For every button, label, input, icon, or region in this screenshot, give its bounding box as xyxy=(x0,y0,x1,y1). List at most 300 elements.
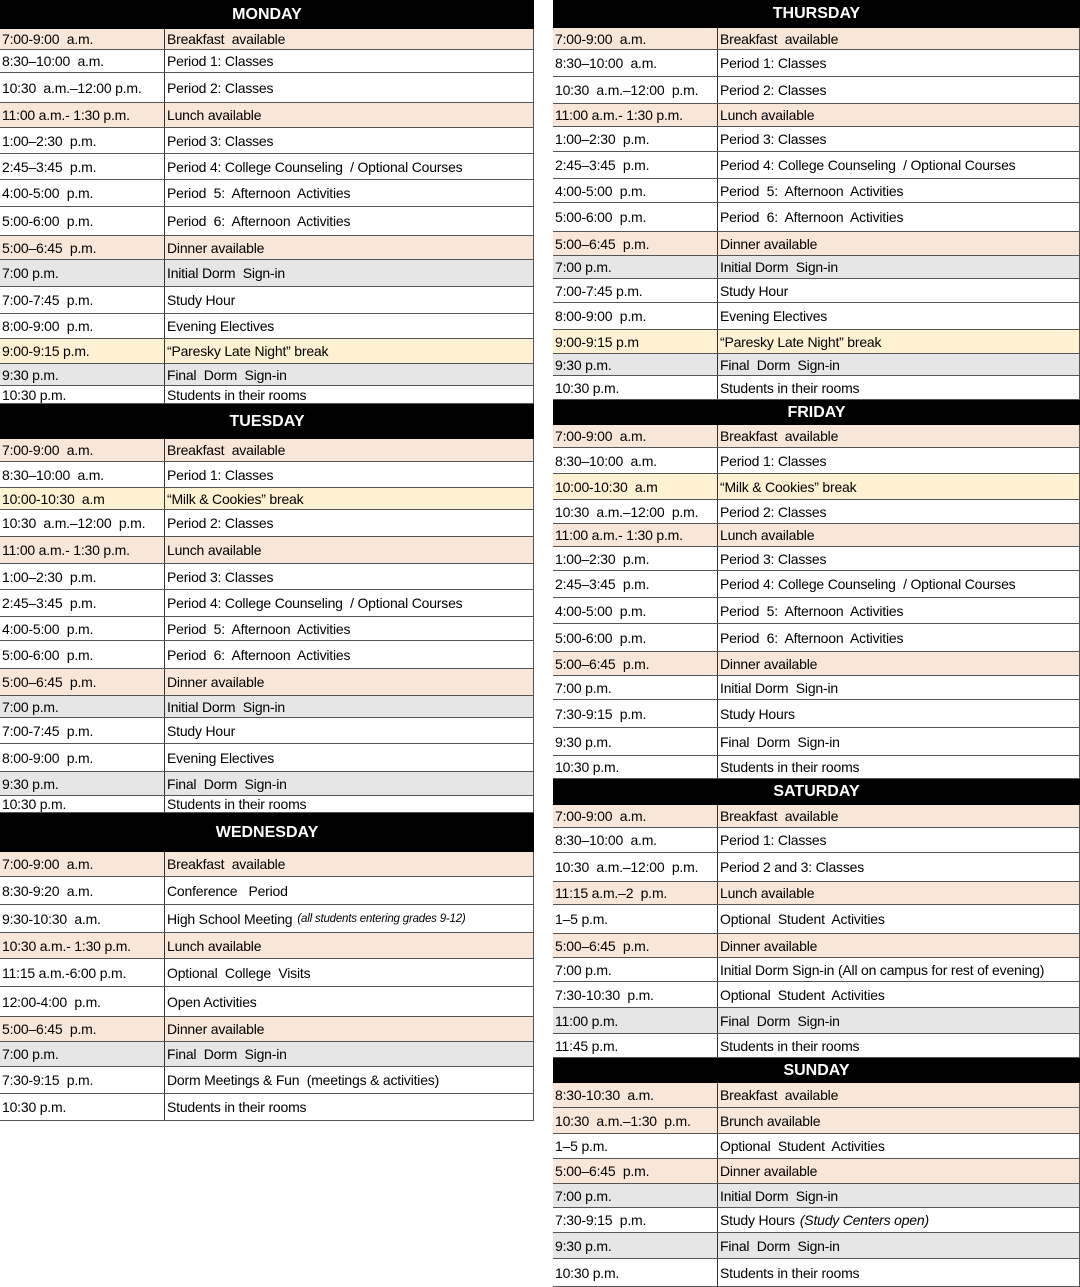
time-cell: 9:30-10:30 a.m. xyxy=(0,905,165,932)
activity-text: “Milk & Cookies” break xyxy=(720,478,857,495)
activity-cell xyxy=(718,303,1080,329)
schedule-row xyxy=(553,279,1080,303)
activity-text: Period 2 and 3: Classes xyxy=(720,859,865,875)
activity-cell xyxy=(165,696,534,717)
activity-cell xyxy=(165,180,534,206)
activity-cell xyxy=(718,376,1080,399)
activity-cell xyxy=(165,488,534,509)
activity-cell xyxy=(718,905,1080,933)
time-cell: 10:30 p.m. xyxy=(0,1094,165,1120)
time-cell: 7:00 p.m. xyxy=(553,958,718,981)
time-cell: 10:30 p.m. xyxy=(0,386,165,403)
activity-cell xyxy=(165,236,534,259)
activity-text: Initial Dorm Sign-in xyxy=(167,265,285,281)
activity-text: Period 4: College Counseling / Optional Courses xyxy=(167,158,463,175)
schedule-row xyxy=(0,905,534,933)
activity-cell xyxy=(165,669,534,695)
time-cell: 10:30 p.m. xyxy=(0,796,165,812)
time-cell: 7:30-9:15 p.m. xyxy=(553,700,718,727)
day-header-wednesday: WEDNESDAY xyxy=(0,813,534,852)
activity-text: “Milk & Cookies” break xyxy=(167,490,304,507)
time-cell: 7:00 p.m. xyxy=(0,1042,165,1066)
schedule-row xyxy=(0,364,534,386)
activity-cell xyxy=(165,852,534,876)
activity-text: Students in their rooms xyxy=(167,796,307,812)
activity-cell xyxy=(718,1159,1080,1183)
time-cell: 10:30 a.m.- 1:30 p.m. xyxy=(0,933,165,958)
activity-cell xyxy=(718,256,1080,278)
activity-text: Initial Dorm Sign-in xyxy=(720,1187,838,1204)
time-cell: 8:00-9:00 p.m. xyxy=(553,303,718,329)
activity-text: Breakfast available xyxy=(720,428,839,444)
activity-cell xyxy=(718,474,1080,499)
schedule-row xyxy=(553,828,1080,853)
time-cell: 8:00-9:00 p.m. xyxy=(0,314,165,338)
activity-text: Brunch available xyxy=(720,1112,821,1129)
activity-text: Period 3: Classes xyxy=(720,550,827,567)
schedule-row xyxy=(553,652,1080,676)
activity-cell xyxy=(718,828,1080,852)
activity-cell xyxy=(718,853,1080,881)
time-cell: 1:00–2:30 p.m. xyxy=(0,128,165,153)
schedule-row xyxy=(553,330,1080,354)
time-cell: 7:00 p.m. xyxy=(0,696,165,717)
time-cell: 9:00-9:15 p.m xyxy=(553,330,718,353)
time-cell: 11:00 a.m.- 1:30 p.m. xyxy=(553,104,718,126)
time-cell: 10:30 a.m.–12:00 p.m. xyxy=(0,510,165,536)
time-cell: 10:30 a.m.–1:30 p.m. xyxy=(553,1108,718,1133)
schedule-row xyxy=(553,500,1080,524)
schedule-row xyxy=(553,77,1080,104)
time-cell: 10:00-10:30 a.m xyxy=(0,488,165,509)
activity-cell xyxy=(718,1208,1080,1232)
activity-text: Evening Electives xyxy=(720,308,828,324)
activity-text: Breakfast available xyxy=(167,442,286,458)
schedule-row xyxy=(553,1034,1080,1058)
time-cell: 10:30 a.m.–12:00 p.m. xyxy=(0,73,165,102)
time-cell: 1–5 p.m. xyxy=(553,1134,718,1158)
schedule-row xyxy=(553,1184,1080,1208)
schedule-row xyxy=(0,207,534,236)
activity-text: Final Dorm Sign-in xyxy=(167,775,287,792)
time-cell: 7:00-9:00 a.m. xyxy=(553,805,718,827)
activity-text: Period 6: Afternoon Activities xyxy=(720,209,904,225)
activity-cell xyxy=(165,510,534,536)
time-cell: 11:15 a.m.–2 p.m. xyxy=(553,882,718,904)
activity-text: “Paresky Late Night” break xyxy=(720,333,882,350)
activity-cell xyxy=(718,805,1080,827)
time-cell: 5:00-6:00 p.m. xyxy=(0,207,165,235)
activity-cell xyxy=(718,700,1080,727)
activity-cell xyxy=(718,127,1080,151)
time-cell: 8:30–10:00 a.m. xyxy=(553,50,718,76)
activity-text: Optional Student Activities xyxy=(720,1138,885,1154)
activity-text: Period 6: Afternoon Activities xyxy=(167,213,351,229)
activity-text: Study Hours xyxy=(720,705,795,722)
time-cell: 5:00–6:45 p.m. xyxy=(553,1159,718,1183)
activity-cell xyxy=(165,154,534,179)
time-cell: 1:00–2:30 p.m. xyxy=(0,564,165,589)
activity-text: Students in their rooms xyxy=(167,1099,307,1115)
schedule-row xyxy=(553,179,1080,203)
activity-cell xyxy=(718,330,1080,353)
time-cell: 10:30 a.m.–12:00 p.m. xyxy=(553,500,718,523)
activity-cell xyxy=(718,958,1080,981)
activity-cell xyxy=(165,1017,534,1041)
activity-cell xyxy=(718,982,1080,1007)
activity-cell xyxy=(165,744,534,771)
schedule-row xyxy=(553,934,1080,958)
activity-text: Conference Period xyxy=(167,882,288,899)
activity-cell xyxy=(165,641,534,668)
activity-cell xyxy=(165,29,534,49)
activity-cell xyxy=(165,933,534,958)
day-header-saturday: SATURDAY xyxy=(553,779,1080,805)
schedule-row xyxy=(553,474,1080,500)
activity-cell xyxy=(718,1233,1080,1258)
schedule-row xyxy=(0,488,534,510)
schedule-row xyxy=(0,1094,534,1121)
activity-cell xyxy=(718,448,1080,473)
activity-cell xyxy=(165,987,534,1016)
schedule-row xyxy=(553,1208,1080,1233)
activity-text: Breakfast available xyxy=(167,31,286,47)
activity-text: Period 6: Afternoon Activities xyxy=(167,646,351,663)
activity-text: Evening Electives xyxy=(167,318,275,334)
activity-cell xyxy=(718,571,1080,597)
time-cell: 5:00-6:00 p.m. xyxy=(553,624,718,651)
schedule-row xyxy=(0,537,534,564)
schedule-row xyxy=(0,669,534,696)
schedule-row xyxy=(553,1159,1080,1184)
schedule-row xyxy=(0,772,534,796)
activity-text: Final Dorm Sign-in xyxy=(720,733,840,750)
schedule-row xyxy=(553,425,1080,448)
activity-cell xyxy=(718,354,1080,375)
activity-cell xyxy=(165,1094,534,1120)
schedule-row xyxy=(0,386,534,404)
activity-cell xyxy=(165,207,534,235)
time-cell: 11:00 a.m.- 1:30 p.m. xyxy=(0,103,165,127)
activity-cell xyxy=(718,934,1080,957)
schedule-row xyxy=(0,103,534,128)
schedule-row xyxy=(553,354,1080,376)
time-cell: 7:00-9:00 a.m. xyxy=(0,439,165,461)
time-cell: 5:00–6:45 p.m. xyxy=(553,652,718,675)
activity-text: Lunch available xyxy=(167,107,262,123)
time-cell: 5:00-6:00 p.m. xyxy=(553,203,718,231)
time-cell: 9:30 p.m. xyxy=(0,364,165,385)
activity-cell xyxy=(165,260,534,286)
time-cell: 11:45 p.m. xyxy=(553,1034,718,1057)
schedule-row xyxy=(0,796,534,813)
schedule-row xyxy=(553,1259,1080,1287)
schedule-row xyxy=(0,852,534,877)
schedule-row xyxy=(0,510,534,537)
activity-text: Period 2: Classes xyxy=(167,515,274,531)
activity-text: Study Hour xyxy=(720,282,789,299)
time-cell: 2:45–3:45 p.m. xyxy=(0,590,165,616)
activity-text: Study Hour xyxy=(167,292,236,308)
schedule-row xyxy=(553,127,1080,152)
time-cell: 8:30-10:30 a.m. xyxy=(553,1083,718,1107)
activity-text: Dinner available xyxy=(720,235,818,252)
activity-text: Students in their rooms xyxy=(720,1264,860,1281)
time-cell: 7:00-9:00 a.m. xyxy=(0,852,165,876)
time-cell: 7:00-7:45 p.m. xyxy=(0,287,165,313)
activity-text: Dinner available xyxy=(167,1021,265,1037)
schedule-row xyxy=(553,882,1080,905)
schedule-row xyxy=(553,958,1080,982)
day-header-sunday: SUNDAY xyxy=(553,1058,1080,1083)
activity-text: Students in their rooms xyxy=(720,379,860,396)
activity-cell xyxy=(718,524,1080,546)
schedule-row xyxy=(553,232,1080,256)
schedule-row xyxy=(553,676,1080,700)
activity-cell xyxy=(718,756,1080,778)
activity-cell xyxy=(718,882,1080,904)
schedule-row xyxy=(0,339,534,364)
activity-cell xyxy=(165,287,534,313)
activity-cell xyxy=(165,314,534,338)
activity-cell xyxy=(165,1042,534,1066)
activity-cell xyxy=(718,676,1080,699)
schedule-row xyxy=(553,853,1080,882)
activity-cell xyxy=(165,718,534,743)
time-cell: 4:00-5:00 p.m. xyxy=(0,180,165,206)
activity-cell xyxy=(165,564,534,589)
activity-text: Dorm Meetings & Fun (meetings & activities) xyxy=(167,1072,440,1088)
time-cell: 9:30 p.m. xyxy=(0,772,165,795)
schedule-row xyxy=(553,1233,1080,1259)
time-cell: 4:00-5:00 p.m. xyxy=(553,179,718,202)
schedule-row xyxy=(0,617,534,641)
schedule-row xyxy=(0,641,534,669)
time-cell: 9:30 p.m. xyxy=(553,728,718,755)
time-cell: 5:00–6:45 p.m. xyxy=(0,1017,165,1041)
activity-cell xyxy=(165,462,534,487)
activity-cell xyxy=(718,1184,1080,1207)
time-cell: 8:00-9:00 p.m. xyxy=(0,744,165,771)
time-cell: 9:30 p.m. xyxy=(553,1233,718,1258)
schedule-column-left xyxy=(0,0,534,1121)
time-cell: 8:30–10:00 a.m. xyxy=(553,448,718,473)
activity-cell xyxy=(718,279,1080,302)
schedule-row xyxy=(553,700,1080,728)
activity-text: Dinner available xyxy=(720,655,818,672)
activity-cell xyxy=(718,1108,1080,1133)
schedule-row xyxy=(553,256,1080,279)
schedule-row xyxy=(553,728,1080,756)
activity-text: Period 1: Classes xyxy=(720,832,827,848)
schedule-row xyxy=(553,547,1080,571)
schedule-row xyxy=(553,756,1080,779)
activity-cell xyxy=(718,1083,1080,1107)
activity-cell xyxy=(165,439,534,461)
schedule-row xyxy=(0,439,534,462)
activity-cell xyxy=(718,500,1080,523)
activity-text: Period 5: Afternoon Activities xyxy=(720,182,904,199)
activity-cell xyxy=(718,1034,1080,1057)
time-cell: 5:00–6:45 p.m. xyxy=(553,232,718,255)
schedule-row xyxy=(553,1134,1080,1159)
time-cell: 10:00-10:30 a.m xyxy=(553,474,718,499)
activity-text: Breakfast available xyxy=(720,30,839,47)
schedule-row xyxy=(0,314,534,339)
activity-text: Initial Dorm Sign-in xyxy=(167,698,285,715)
activity-cell xyxy=(165,128,534,153)
activity-text: Period 2: Classes xyxy=(720,82,827,98)
schedule-row xyxy=(0,1017,534,1042)
activity-cell xyxy=(165,1067,534,1093)
schedule-row xyxy=(0,877,534,905)
activity-text: Lunch available xyxy=(167,542,262,558)
activity-text: Period 5: Afternoon Activities xyxy=(167,185,351,201)
schedule-row xyxy=(0,260,534,287)
activity-cell xyxy=(718,179,1080,202)
schedule-row xyxy=(553,624,1080,652)
time-cell: 4:00-5:00 p.m. xyxy=(0,617,165,640)
activity-cell xyxy=(165,339,534,363)
time-cell: 10:30 a.m.–12:00 p.m. xyxy=(553,853,718,881)
activity-cell xyxy=(718,152,1080,178)
time-cell: 7:00-9:00 a.m. xyxy=(0,29,165,49)
time-cell: 1:00–2:30 p.m. xyxy=(553,547,718,570)
activity-text: Period 5: Afternoon Activities xyxy=(720,602,904,619)
activity-text: Study Hours xyxy=(720,1212,795,1228)
activity-text: Final Dorm Sign-in xyxy=(167,1046,287,1062)
time-cell: 8:30–10:00 a.m. xyxy=(0,462,165,487)
schedule-row xyxy=(0,29,534,50)
activity-note: (all students entering grades 9-12) xyxy=(297,912,466,925)
time-cell: 2:45–3:45 p.m. xyxy=(0,154,165,179)
time-cell: 8:30–10:00 a.m. xyxy=(553,828,718,852)
activity-cell xyxy=(165,905,534,932)
time-cell: 5:00–6:45 p.m. xyxy=(0,669,165,695)
time-cell: 10:30 p.m. xyxy=(553,756,718,778)
activity-cell xyxy=(718,652,1080,675)
activity-text: Lunch available xyxy=(720,107,815,123)
time-cell: 7:00-7:45 p.m. xyxy=(0,718,165,743)
activity-text: Period 4: College Counseling / Optional Courses xyxy=(167,595,463,611)
activity-cell xyxy=(165,103,534,127)
activity-text: Optional College Visits xyxy=(167,964,311,981)
activity-text: Final Dorm Sign-in xyxy=(720,1237,840,1254)
activity-text: Period 6: Afternoon Activities xyxy=(720,629,904,646)
activity-text: Optional Student Activities xyxy=(720,986,885,1003)
activity-text: Period 1: Classes xyxy=(720,55,827,71)
time-cell: 7:30-9:15 p.m. xyxy=(0,1067,165,1093)
activity-text: Final Dorm Sign-in xyxy=(720,1012,840,1029)
schedule-row xyxy=(553,1083,1080,1108)
schedule-row xyxy=(553,524,1080,547)
time-cell: 7:30-9:15 p.m. xyxy=(553,1208,718,1232)
schedule-row xyxy=(0,987,534,1017)
activity-text: Period 3: Classes xyxy=(720,131,827,147)
time-cell: 10:30 a.m.–12:00 p.m. xyxy=(553,77,718,103)
activity-text: Period 2: Classes xyxy=(167,79,274,96)
activity-cell xyxy=(718,28,1080,49)
day-header-thursday: THURSDAY xyxy=(553,0,1080,28)
activity-text: Period 4: College Counseling / Optional Courses xyxy=(720,576,1016,592)
activity-cell xyxy=(165,772,534,795)
schedule-row xyxy=(553,203,1080,232)
schedule-row xyxy=(553,1008,1080,1034)
time-cell: 9:30 p.m. xyxy=(553,354,718,375)
activity-text: Open Activities xyxy=(167,993,257,1010)
activity-text: Breakfast available xyxy=(720,808,839,824)
time-cell: 7:00-9:00 a.m. xyxy=(553,425,718,447)
schedule-row xyxy=(0,590,534,617)
schedule-row xyxy=(0,959,534,987)
schedule-row xyxy=(553,571,1080,598)
time-cell: 7:00-9:00 a.m. xyxy=(553,28,718,49)
schedule-row xyxy=(553,50,1080,77)
activity-text: Evening Electives xyxy=(167,749,275,766)
activity-text: Lunch available xyxy=(720,527,815,543)
schedule-row xyxy=(553,104,1080,127)
activity-text: Initial Dorm Sign-in (All on campus for rest of evening) xyxy=(720,961,1045,978)
activity-cell xyxy=(718,728,1080,755)
activity-text: Period 1: Classes xyxy=(167,466,274,483)
activity-text: High School Meeting xyxy=(167,910,293,927)
schedule-row xyxy=(553,805,1080,828)
time-cell: 5:00-6:00 p.m. xyxy=(0,641,165,668)
activity-text: Dinner available xyxy=(167,674,265,690)
activity-text: Lunch available xyxy=(720,885,815,901)
time-cell: 1:00–2:30 p.m. xyxy=(553,127,718,151)
time-cell: 8:30-9:20 a.m. xyxy=(0,877,165,904)
activity-text: Period 4: College Counseling / Optional Courses xyxy=(720,157,1016,173)
activity-text: Final Dorm Sign-in xyxy=(720,356,840,373)
activity-text: Period 1: Classes xyxy=(167,53,274,69)
time-cell: 12:00-4:00 p.m. xyxy=(0,987,165,1016)
schedule-row xyxy=(553,1108,1080,1134)
schedule-row xyxy=(0,1067,534,1094)
activity-text: Breakfast available xyxy=(167,856,286,872)
activity-text: Students in their rooms xyxy=(720,1037,860,1054)
schedule-row xyxy=(0,933,534,959)
activity-cell xyxy=(165,590,534,616)
activity-text: Final Dorm Sign-in xyxy=(167,366,287,383)
time-cell: 10:30 p.m. xyxy=(553,376,718,399)
activity-cell xyxy=(165,73,534,102)
time-cell: 5:00–6:45 p.m. xyxy=(553,934,718,957)
activity-text: Dinner available xyxy=(720,1163,818,1179)
schedule-row xyxy=(0,50,534,73)
activity-text: Period 1: Classes xyxy=(720,452,827,469)
activity-cell xyxy=(718,232,1080,255)
day-header-tuesday: TUESDAY xyxy=(0,404,534,439)
activity-text: Optional Student Activities xyxy=(720,911,885,927)
activity-text: Dinner available xyxy=(720,937,818,954)
time-cell: 7:00 p.m. xyxy=(553,676,718,699)
activity-text: Lunch available xyxy=(167,937,262,954)
activity-cell xyxy=(718,547,1080,570)
schedule-row xyxy=(0,73,534,103)
time-cell: 2:45–3:45 p.m. xyxy=(553,152,718,178)
time-cell: 11:00 p.m. xyxy=(553,1008,718,1033)
time-cell: 7:00 p.m. xyxy=(553,1184,718,1207)
activity-cell xyxy=(165,959,534,986)
activity-cell xyxy=(165,537,534,563)
schedule-row xyxy=(0,154,534,180)
activity-cell xyxy=(165,796,534,812)
activity-cell xyxy=(718,598,1080,623)
time-cell: 7:00 p.m. xyxy=(553,256,718,278)
activity-cell xyxy=(718,425,1080,447)
schedule-row xyxy=(553,905,1080,934)
